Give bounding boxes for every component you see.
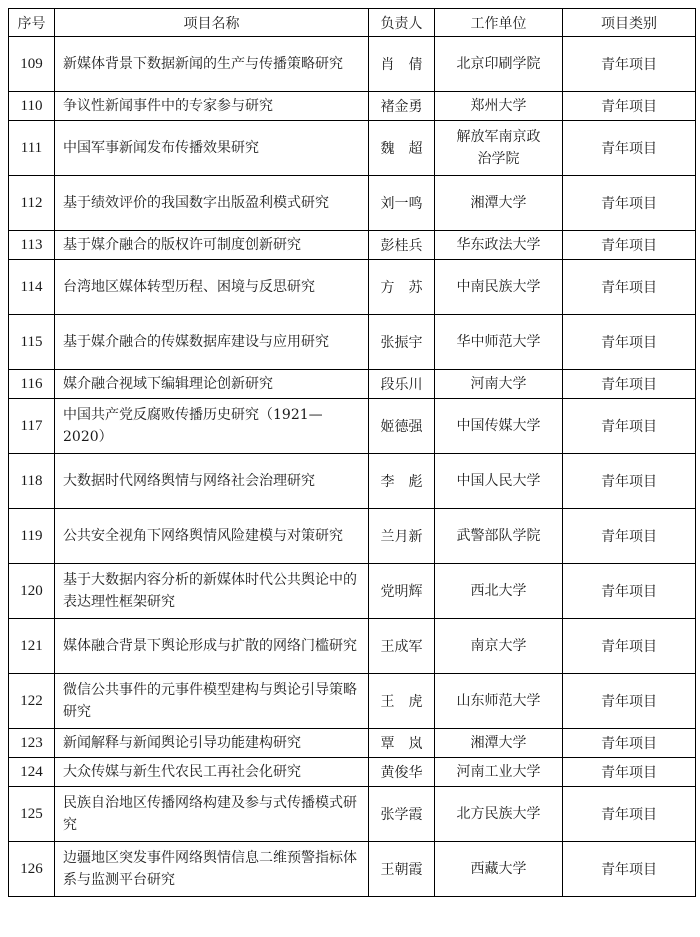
- header-no: 序号: [9, 9, 55, 37]
- project-name: 中国军事新闻发布传播效果研究: [55, 121, 369, 176]
- project-name: 争议性新闻事件中的专家参与研究: [55, 92, 369, 121]
- project-leader: 李 彪: [369, 454, 435, 509]
- project-name: 媒介融合视域下编辑理论创新研究: [55, 370, 369, 399]
- project-name: 微信公共事件的元事件模型建构与舆论引导策略研究: [55, 674, 369, 729]
- project-name: 基于绩效评价的我国数字出版盈利模式研究: [55, 176, 369, 231]
- table-row: [9, 509, 696, 564]
- work-unit: 湘潭大学: [435, 176, 563, 231]
- project-category: 青年项目: [563, 231, 696, 260]
- project-name: 新闻解释与新闻舆论引导功能建构研究: [55, 729, 369, 758]
- project-category: 青年项目: [563, 787, 696, 842]
- project-name: 大数据时代网络舆情与网络社会治理研究: [55, 454, 369, 509]
- project-leader: 覃 岚: [369, 729, 435, 758]
- table-row: [9, 399, 696, 454]
- table-row: [9, 842, 696, 897]
- project-category: 青年项目: [563, 619, 696, 674]
- work-unit: 河南工业大学: [435, 758, 563, 787]
- table-row: [9, 370, 696, 399]
- project-name: 民族自治地区传播网络构建及参与式传播模式研究: [55, 787, 369, 842]
- project-leader: 王朝霞: [369, 842, 435, 897]
- project-category: 青年项目: [563, 37, 696, 92]
- row-number: 110: [9, 92, 55, 121]
- project-category: 青年项目: [563, 399, 696, 454]
- table-row: [9, 619, 696, 674]
- project-leader: 姬德强: [369, 399, 435, 454]
- header-unit: 工作单位: [435, 9, 563, 37]
- project-name: 新媒体背景下数据新闻的生产与传播策略研究: [55, 37, 369, 92]
- project-category: 青年项目: [563, 509, 696, 564]
- row-number: 113: [9, 231, 55, 260]
- table-row: [9, 121, 696, 176]
- project-leader: 兰月新: [369, 509, 435, 564]
- project-name: 媒体融合背景下舆论形成与扩散的网络门槛研究: [55, 619, 369, 674]
- row-number: 111: [9, 121, 55, 176]
- project-name: 基于媒介融合的版权许可制度创新研究: [55, 231, 369, 260]
- work-unit: 中国人民大学: [435, 454, 563, 509]
- row-number: 109: [9, 37, 55, 92]
- work-unit: 湘潭大学: [435, 729, 563, 758]
- project-category: 青年项目: [563, 92, 696, 121]
- project-category: 青年项目: [563, 315, 696, 370]
- project-leader: 张振宇: [369, 315, 435, 370]
- table-row: [9, 37, 696, 92]
- row-number: 116: [9, 370, 55, 399]
- table-row: [9, 176, 696, 231]
- project-category: 青年项目: [563, 564, 696, 619]
- row-number: 118: [9, 454, 55, 509]
- row-number: 126: [9, 842, 55, 897]
- project-leader: 刘一鸣: [369, 176, 435, 231]
- table-row: [9, 674, 696, 729]
- row-number: 119: [9, 509, 55, 564]
- work-unit: 南京大学: [435, 619, 563, 674]
- project-name: 公共安全视角下网络舆情风险建模与对策研究: [55, 509, 369, 564]
- work-unit: 山东师范大学: [435, 674, 563, 729]
- table-header-row: [9, 9, 696, 37]
- work-unit: 西北大学: [435, 564, 563, 619]
- work-unit: 河南大学: [435, 370, 563, 399]
- table-row: [9, 92, 696, 121]
- work-unit: 郑州大学: [435, 92, 563, 121]
- project-name: 基于大数据内容分析的新媒体时代公共舆论中的表达理性框架研究: [55, 564, 369, 619]
- row-number: 114: [9, 260, 55, 315]
- project-leader: 彭桂兵: [369, 231, 435, 260]
- project-category: 青年项目: [563, 121, 696, 176]
- header-category: 项目类别: [563, 9, 696, 37]
- project-leader: 张学霞: [369, 787, 435, 842]
- project-category: 青年项目: [563, 758, 696, 787]
- project-list-page: [8, 8, 695, 897]
- project-leader: 王成军: [369, 619, 435, 674]
- project-name: 台湾地区媒体转型历程、困境与反思研究: [55, 260, 369, 315]
- project-name: 中国共产党反腐败传播历史研究（1921—2020）: [55, 399, 369, 454]
- work-unit: 西藏大学: [435, 842, 563, 897]
- row-number: 112: [9, 176, 55, 231]
- project-category: 青年项目: [563, 674, 696, 729]
- work-unit: 华东政法大学: [435, 231, 563, 260]
- project-leader: 魏 超: [369, 121, 435, 176]
- project-leader: 方 苏: [369, 260, 435, 315]
- row-number: 121: [9, 619, 55, 674]
- project-name: 大众传媒与新生代农民工再社会化研究: [55, 758, 369, 787]
- table-row: [9, 315, 696, 370]
- table-row: [9, 758, 696, 787]
- table-row: [9, 564, 696, 619]
- project-table: [8, 8, 696, 897]
- project-leader: 黄俊华: [369, 758, 435, 787]
- project-leader: 褚金勇: [369, 92, 435, 121]
- row-number: 122: [9, 674, 55, 729]
- table-body: [9, 37, 696, 897]
- project-name: 边疆地区突发事件网络舆情信息二维预警指标体系与监测平台研究: [55, 842, 369, 897]
- row-number: 120: [9, 564, 55, 619]
- project-category: 青年项目: [563, 842, 696, 897]
- header-leader: 负责人: [369, 9, 435, 37]
- work-unit: 武警部队学院: [435, 509, 563, 564]
- project-name: 基于媒介融合的传媒数据库建设与应用研究: [55, 315, 369, 370]
- table-row: [9, 787, 696, 842]
- project-category: 青年项目: [563, 729, 696, 758]
- work-unit: 北方民族大学: [435, 787, 563, 842]
- project-category: 青年项目: [563, 260, 696, 315]
- table-row: [9, 260, 696, 315]
- row-number: 117: [9, 399, 55, 454]
- project-category: 青年项目: [563, 176, 696, 231]
- row-number: 125: [9, 787, 55, 842]
- project-leader: 党明辉: [369, 564, 435, 619]
- row-number: 123: [9, 729, 55, 758]
- header-project-name: 项目名称: [55, 9, 369, 37]
- work-unit: 华中师范大学: [435, 315, 563, 370]
- project-leader: 段乐川: [369, 370, 435, 399]
- project-category: 青年项目: [563, 454, 696, 509]
- table-row: [9, 454, 696, 509]
- work-unit: 北京印刷学院: [435, 37, 563, 92]
- table-row: [9, 231, 696, 260]
- work-unit: 中国传媒大学: [435, 399, 563, 454]
- row-number: 115: [9, 315, 55, 370]
- row-number: 124: [9, 758, 55, 787]
- project-category: 青年项目: [563, 370, 696, 399]
- work-unit: 中南民族大学: [435, 260, 563, 315]
- table-row: [9, 729, 696, 758]
- work-unit: 解放军南京政治学院: [435, 121, 563, 176]
- project-leader: 王 虎: [369, 674, 435, 729]
- project-leader: 肖 倩: [369, 37, 435, 92]
